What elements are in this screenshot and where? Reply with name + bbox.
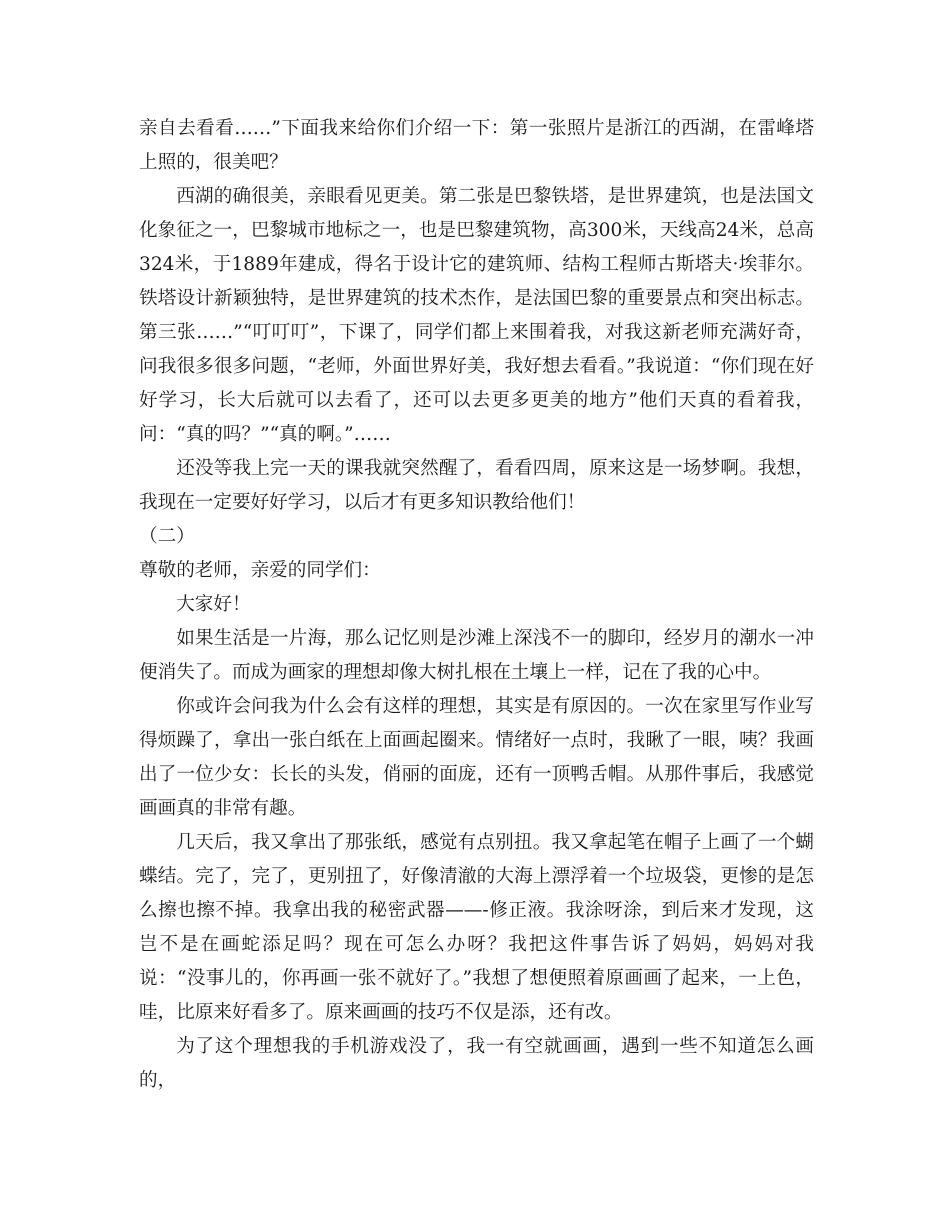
section-heading: （二） <box>139 526 195 547</box>
greeting: 大家好！ <box>176 594 251 615</box>
paragraph-reason: 你或许会问我为什么会有这样的理想，其实是有原因的。一次在家里写作业写得烦躁了，拿出一张白纸在上面画起圈来。情绪好一点时，我瞅了一眼，咦？我画出了一位少女：长长的头发，俏丽的面庞，还有一顶鸭舌帽。从那件事后，我感觉画画真的非常有趣。 <box>139 696 814 819</box>
paragraph-practice: 为了这个理想我的手机游戏没了，我一有空就画画，遇到一些不知道怎么画的， <box>139 1036 814 1091</box>
paragraph-eiffel-tower: 西湖的确很美，亲眼看见更美。第二张是巴黎铁塔，是世界建筑，也是法国文化象征之一，巴黎城市地标之一，也是巴黎建筑物，高300米，天线高24米，总高324米，于1889年建成，得名于设计它的建筑师、结构工程师古斯塔夫·埃菲尔。铁塔设计新颖独特，是世界建筑的技术杰作，是法国巴黎的重要景点和突出标志。第三张……”“叮叮叮”，下课了，同学们都上来围着我，对我这新老师充满好奇，问我很多很多问题，“老师，外面世界好美，我好想去看看。”我说道：“你们现在好好学习，长大后就可以去看了，还可以去更多更美的地方”他们天真的看着我，问：“真的吗？”“真的啊。”…… <box>139 186 814 445</box>
document-body <box>139 112 814 1098</box>
paragraph-continuation: 亲自去看看……”下面我来给你们介绍一下：第一张照片是浙江的西湖，在雷峰塔上照的，很美吧？ <box>139 118 814 173</box>
paragraph-drawing-fix: 几天后，我又拿出了那张纸，感觉有点别扭。我又拿起笔在帽子上画了一个蝴蝶结。完了，完了，更别扭了，好像清澈的大海上漂浮着一个垃圾袋，更惨的是怎么擦也擦不掉。我拿出我的秘密武器——-修正液。我涂呀涂，到后来才发现，这岂不是在画蛇添足吗？现在可怎么办呀？我把这件事告诉了妈妈，妈妈对我说：“没事儿的，你再画一张不就好了。”我想了想便照着原画画了起来，一上色，哇，比原来好看多了。原来画画的技巧不仅是添，还有改。 <box>139 832 814 1023</box>
paragraph-dream-ending: 还没等我上完一天的课我就突然醒了，看看四周，原来这是一场梦啊。我想，我现在一定要好好学习，以后才有更多知识教给他们！ <box>139 458 814 513</box>
paragraph-life-sea: 如果生活是一片海，那么记忆则是沙滩上深浅不一的脚印，经岁月的潮水一冲便消失了。而成为画家的理想却像大树扎根在土壤上一样，记在了我的心中。 <box>139 628 814 683</box>
salutation: 尊敬的老师，亲爱的同学们： <box>139 560 381 581</box>
